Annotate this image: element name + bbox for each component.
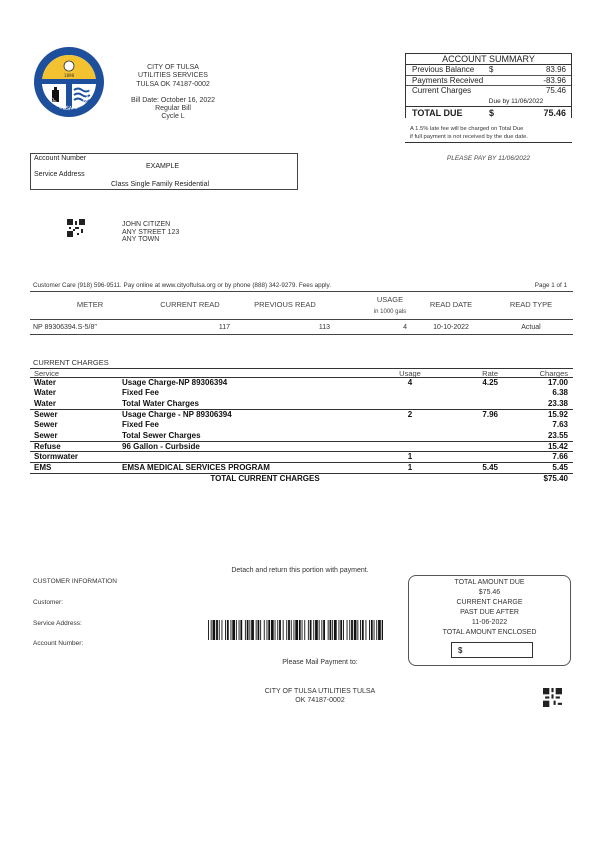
late-fee-line-1: A 1.5% late fee will be charged on Total Due	[410, 126, 524, 132]
remit-address	[0, 687, 600, 705]
customer-name: JOHN CITIZEN	[122, 221, 171, 228]
late-fee-line-2: if full payment is not received by the due date.	[410, 134, 528, 140]
mailing-address	[122, 221, 179, 244]
charge-row	[30, 399, 573, 410]
meter-read-type: Actual	[521, 324, 541, 331]
charge-usage: 1	[407, 463, 413, 472]
remit-service-label: Service Address:	[33, 620, 82, 627]
svg-text:1898: 1898	[63, 73, 75, 78]
total-charges-label: TOTAL CURRENT CHARGES	[210, 473, 320, 483]
charge-amount: 7.66	[552, 452, 568, 462]
detach-notice: Detach and return this portion with payment.	[231, 567, 369, 574]
charge-description: Usage Charge - NP 89306394	[122, 409, 232, 419]
total-charges-row	[30, 474, 573, 485]
total-currency-symbol: $	[489, 107, 495, 118]
payments-row	[406, 76, 571, 87]
charge-row	[30, 452, 573, 463]
current-charges-amount: 75.46	[545, 86, 566, 95]
charge-description: Fixed Fee	[122, 420, 159, 430]
meter-read-date: 10-10-2022	[433, 324, 469, 331]
total-due-amount: 75.46	[543, 107, 566, 118]
meter-top-divider	[30, 291, 573, 292]
city-header	[118, 64, 228, 122]
account-number-value: EXAMPLE	[146, 163, 180, 170]
current-read-header: CURRENT READ	[160, 300, 220, 309]
customer-care-line	[33, 282, 573, 289]
current-charges-label: Current Charges	[412, 86, 472, 95]
charge-amount: 6.38	[552, 388, 568, 398]
charge-service: Sewer	[34, 409, 58, 419]
customer-info-title: CUSTOMER INFORMATION	[33, 578, 117, 585]
customer-care-text: Customer Care (918) 596-9511. Pay online at www.cityoftulsa.org or by phone (888) 342-9279. Fees apply.	[33, 282, 331, 289]
remit-zip: OK 74187-0002	[295, 697, 345, 704]
bill-date: Bill Date: October 16, 2022	[130, 96, 216, 104]
charge-description: Fixed Fee	[122, 388, 159, 398]
charges-table	[30, 368, 573, 484]
meter-header-divider	[30, 319, 573, 320]
meter-previous-read: 113	[318, 324, 330, 331]
charge-amount: 23.38	[547, 398, 568, 408]
charge-rate: 5.45	[482, 463, 498, 472]
charge-row	[30, 420, 573, 431]
total-due-row	[406, 106, 571, 118]
charge-rate: 7.96	[482, 409, 498, 419]
bill-type: Regular Bill	[155, 105, 191, 113]
current-charges-title: CURRENT CHARGES	[33, 358, 109, 367]
charge-description: 96 Gallon - Curbside	[122, 441, 200, 451]
qr-code-icon	[543, 688, 562, 707]
usage-col-header: Usage	[399, 369, 421, 378]
charge-usage: 4	[407, 377, 413, 387]
account-number-label: Account Number	[34, 155, 87, 162]
rate-col-header: Rate	[482, 369, 498, 378]
charge-row	[30, 410, 573, 421]
charge-description: EMSA MEDICAL SERVICES PROGRAM	[122, 463, 270, 472]
charge-service: Water	[34, 388, 56, 398]
charge-amount: 23.55	[547, 430, 568, 440]
charge-amount: 7.63	[552, 420, 568, 430]
meter-usage: 4	[403, 324, 407, 331]
city-seal-logo	[33, 46, 105, 118]
customer-street: ANY STREET 123	[122, 228, 180, 236]
read-date-header: READ DATE	[429, 300, 473, 309]
previous-balance-amount: 83.96	[545, 65, 566, 74]
charges-header-row	[30, 368, 573, 378]
remit-name: CITY OF TULSA UTILITIES TULSA	[264, 688, 376, 695]
bill-cycle: Cycle L	[161, 113, 185, 121]
total-due-label: TOTAL DUE	[412, 107, 463, 118]
service-address-value: Class Single Family Residential	[111, 181, 210, 188]
service-address-label: Service Address	[34, 171, 85, 178]
charge-row	[30, 442, 573, 453]
meter-current-read: 117	[218, 324, 230, 331]
charge-amount: 15.42	[547, 441, 568, 451]
stub-past-due-label: PAST DUE AFTER	[460, 609, 519, 616]
charge-description: Usage Charge-NP 89306394	[122, 377, 228, 387]
previous-balance-row	[406, 65, 571, 76]
charge-row	[30, 463, 573, 474]
late-fee-notice	[410, 125, 572, 141]
charge-service: Water	[34, 377, 56, 387]
charge-row	[30, 378, 573, 389]
charge-amount: 5.45	[552, 463, 568, 472]
currency-symbol: $	[489, 65, 494, 74]
charge-service: EMS	[34, 463, 52, 472]
charges-col-header: Charges	[539, 369, 568, 378]
charge-service: Sewer	[34, 430, 58, 440]
charge-amount: 15.92	[547, 409, 568, 419]
amount-enclosed-field[interactable]: $	[451, 642, 533, 658]
meter-bottom-divider	[30, 334, 573, 335]
previous-balance-label: Previous Balance	[412, 65, 475, 74]
charge-service: Water	[34, 398, 56, 408]
summary-title: ACCOUNT SUMMARY	[406, 54, 571, 65]
previous-read-header: PREVIOUS READ	[254, 300, 316, 309]
customer-town: ANY TOWN	[122, 236, 160, 243]
qr-code-icon	[67, 219, 85, 237]
charge-rate: 4.25	[482, 377, 498, 387]
remit-customer-label: Customer:	[33, 599, 63, 606]
account-info-box	[30, 153, 298, 190]
account-summary	[405, 53, 572, 118]
usage-sub-header: in 1000 gals	[373, 309, 407, 315]
service-col-header: Service	[34, 369, 60, 378]
city-name: CITY OF TULSA	[147, 64, 199, 71]
charge-service: Refuse	[34, 441, 61, 451]
payment-stub	[408, 575, 571, 666]
please-pay-by: PLEASE PAY BY 11/06/2022	[446, 155, 531, 162]
stub-total-amount: $75.46	[478, 589, 501, 596]
payments-label: Payments Received	[412, 75, 484, 85]
meter-header: METER	[76, 300, 104, 309]
charge-service: Sewer	[34, 420, 58, 430]
city-address: TULSA OK 74187-0002	[136, 80, 210, 88]
remit-account-label: Account Number:	[33, 640, 84, 647]
charge-amount: 17.00	[547, 377, 568, 387]
charge-description: Total Sewer Charges	[122, 430, 201, 440]
stub-enclosed-label: TOTAL AMOUNT ENCLOSED	[442, 629, 537, 636]
svg-text:CITY OF TULSA OKLAHOMA: CITY OF TULSA OKLAHOMA	[42, 85, 96, 113]
page-number: Page 1 of 1	[534, 282, 567, 289]
due-by: Due by 11/06/2022	[488, 97, 544, 105]
summary-divider	[405, 142, 572, 143]
charge-row	[30, 431, 573, 442]
current-charges-row	[406, 86, 571, 97]
charge-usage: 2	[407, 409, 413, 419]
payments-amount: -83.96	[543, 75, 566, 85]
charge-row	[30, 388, 573, 399]
barcode	[208, 620, 383, 640]
charge-service: Stormwater	[34, 452, 79, 462]
usage-header: USAGE	[376, 295, 404, 304]
mail-payment-to: Please Mail Payment to:	[282, 659, 358, 666]
stub-current-label: CURRENT CHARGE	[456, 599, 523, 606]
stub-total-label: TOTAL AMOUNT DUE	[454, 579, 525, 586]
charge-description: Total Water Charges	[122, 398, 199, 408]
charge-usage: 1	[407, 452, 413, 462]
read-type-header: READ TYPE	[509, 300, 553, 309]
department-name: UTILITIES SERVICES	[138, 72, 208, 80]
total-charges-amount: $75.40	[543, 473, 568, 483]
stub-past-due-date: 11-06-2022	[471, 619, 508, 626]
meter-id: NP 89306394.S-5/8"	[33, 324, 97, 331]
